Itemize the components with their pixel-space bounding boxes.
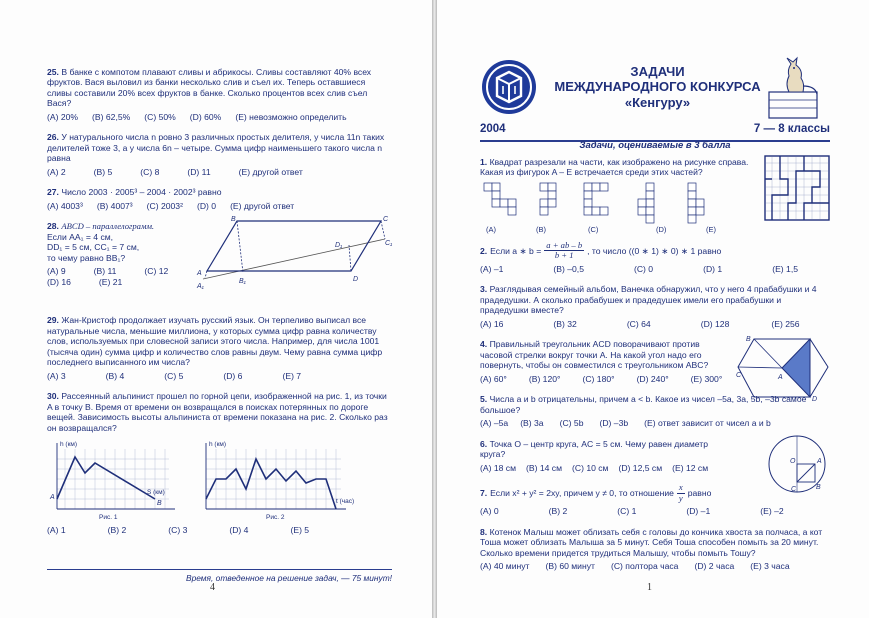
altitude-graphs: [47, 437, 392, 523]
problem-number: 27.: [47, 187, 59, 198]
option-c: (C) 50%: [144, 111, 176, 122]
fraction-denominator: b + 1: [554, 250, 574, 261]
option-c: (C) 1: [617, 506, 637, 517]
graph-time-figure: [196, 437, 366, 523]
option-d: (D) 6: [223, 370, 243, 381]
label-a: A: [197, 270, 202, 278]
answer-options: [47, 201, 392, 211]
option-e: (E) 7: [282, 370, 302, 381]
graph1-point-a: A: [50, 494, 55, 502]
option-d: (D) –3b: [599, 418, 629, 429]
option-b: (B) 62,5%: [92, 111, 131, 122]
problem-text: Рассеянный альпинист прошел по горной цепи, изображенной на рис. 1, из точки A в точку B. Время от времени он возвращался в поисках потерянных по дороге вещей. Зависимость высоты альпиниста от времени показана на рис. 2. Сколько раз он возвращался?: [47, 391, 388, 433]
problem-7: [480, 483, 830, 516]
problem-2: [480, 241, 830, 274]
left-problems: [47, 67, 392, 546]
option-b: (B) 120°: [528, 373, 561, 384]
option-c: (C) 180°: [582, 373, 615, 384]
answer-options: [47, 525, 392, 535]
option-c: (C) 5: [164, 370, 184, 381]
problem-text: Котенок Малыш может облизать себя с головы до кончика хвоста за полчаса, а кот Тоша может облизать Малыша за 5 минут. Себя Тоша способен помыть за 20 минут. Сколько времени придется трудиться Малышу, чтобы помыть Тошу?: [480, 526, 823, 558]
option-e: (E) ответ зависит от чисел a и b: [644, 418, 771, 429]
fraction-numerator: x: [678, 482, 683, 493]
option-d: (D) 11: [187, 166, 211, 177]
option-b: (B) 4007³: [96, 200, 133, 211]
shape-d: [638, 183, 654, 223]
option-a: (A) –5a: [480, 418, 509, 429]
shape-a: [484, 183, 516, 215]
option-b: (B) 5: [93, 166, 113, 177]
page-number: 1: [647, 582, 652, 593]
problem-text-pre: Если x² + y² = 2xy, причем y ≠ 0, то отношение: [490, 487, 674, 498]
shape-b: [540, 183, 556, 215]
option-e: (E) 1,5: [772, 263, 798, 274]
answer-options: [480, 319, 830, 329]
problem-26: [47, 132, 392, 177]
option-b: (B) –0,5: [553, 263, 584, 274]
label-b: B: [231, 216, 236, 224]
option-a: (A) 3: [47, 370, 66, 381]
fraction-denominator: y: [678, 492, 683, 503]
title-line: «Кенгуру»: [624, 94, 691, 110]
shape-label-c: (C): [588, 225, 599, 234]
problem-number: 4.: [480, 339, 488, 350]
label-c: C: [383, 216, 389, 224]
problem-text: В банке с компотом плавают сливы и абрикосы. Сливы составляют 40% всех фруктов. Вася выловил из банки несколько слив и съел их. Теперь оставшиеся сливы составили 20% всех фруктов в банке. Сколько процентов всех слив съел Вася?: [47, 67, 372, 109]
problem-27: [47, 187, 392, 211]
option-d: (D) 2 часа: [694, 561, 735, 572]
triangles-figure: [734, 335, 830, 401]
answer-options: [480, 561, 830, 571]
problem-25: [47, 67, 392, 122]
option-b: (B) 2: [548, 506, 568, 517]
option-b: (B) 60 минут: [545, 561, 595, 572]
option-c: (C) 3: [168, 525, 188, 536]
option-c: (C) 2003²: [146, 200, 183, 211]
option-d: (D) 1: [703, 263, 723, 274]
problem-text-line: ABCD – параллелограмм.: [61, 221, 155, 232]
contest-title: [545, 64, 770, 110]
option-e: (E) –2: [760, 506, 784, 517]
page-number: 4: [210, 582, 215, 593]
label-d1: D₁: [335, 242, 343, 250]
answer-options: [47, 371, 392, 381]
option-d: (D) 4: [229, 525, 249, 536]
label-d: D: [353, 276, 359, 284]
graph-route-figure: [47, 437, 182, 523]
fraction-numerator: a + ab – b: [546, 240, 583, 250]
graph1-xlabel: S (км): [147, 489, 165, 497]
kangaroo-illustration: [763, 56, 823, 120]
problem-text: Числа a и b отрицательны, причем a < b. Какое из чисел –5a, 3a, 5b, –3b самое большое?: [480, 394, 807, 415]
section-header: Задачи, оцениваемые в 3 балла: [579, 140, 731, 151]
answer-options: [480, 506, 830, 516]
parallelogram-figure: [195, 215, 395, 297]
option-a: (A) 20%: [47, 111, 79, 122]
option-a: (A) 2: [47, 166, 66, 177]
option-c: (C) 10 см: [572, 462, 609, 473]
option-d: (D) 60%: [189, 111, 222, 122]
year: 2004: [480, 123, 506, 135]
shape-label-a: (A): [486, 225, 496, 234]
shape-e: [688, 183, 704, 223]
problem-text: Точка O – центр круга, AC = 5 см. Чему равен диаметр круга?: [480, 438, 708, 460]
option-d: (D) 240°: [636, 373, 669, 384]
label-b: B: [746, 336, 751, 344]
option-c: (C) 8: [140, 166, 160, 177]
graph1-point-b: B: [157, 500, 162, 508]
problem-number: 26.: [47, 132, 59, 143]
title-line: ЗАДАЧИ: [630, 64, 685, 79]
grades: 7 — 8 классы: [753, 123, 830, 135]
option-a: (A) 60°: [480, 373, 507, 384]
option-e: (E) другой ответ: [238, 166, 303, 177]
time-limit-note: Время, отведенное на решение задач, — 75 минут!: [47, 569, 392, 583]
option-a: (A) –1: [480, 263, 504, 274]
problem-text-line: то чему равно BB₁?: [47, 252, 126, 263]
label-c: C: [736, 372, 742, 380]
answer-options: [47, 167, 392, 177]
problem-number: 5.: [480, 394, 488, 405]
option-e: (E) невозможно определить: [235, 111, 347, 122]
option-c: (C) 12: [144, 266, 169, 277]
answer-options: [480, 264, 830, 274]
right-page: [437, 0, 869, 618]
problem-text-post: равно: [687, 487, 712, 498]
problem-number: 8.: [480, 526, 488, 537]
problem-text: Число 2003 · 2005³ – 2004 · 2002³ равно: [61, 187, 222, 198]
kangaroo-contest-logo: [480, 58, 538, 116]
problem-number: 2.: [480, 245, 488, 256]
problem-4: [480, 336, 830, 402]
option-a: (A) 40 минут: [480, 561, 530, 572]
problem-text: Правильный треугольник ACD поворачивают против часовой стрелки вокруг точки A. На какой угол надо его повернуть, чтобы он совместился с треугольником ABC?: [480, 339, 709, 371]
problem-8: [480, 527, 830, 572]
option-b: (B) 11: [93, 266, 117, 277]
label-d: D: [812, 396, 818, 402]
problem-text: У натурального числа n ровно 3 различных простых делителя, у числа 11n таких делителей тоже 3, а у числа 6n – четыре. Сумма цифр наименьшего такого числа n равна: [47, 132, 385, 164]
label-b1: B₁: [239, 278, 246, 286]
problem-30: [47, 391, 392, 535]
cut-square-figure: [764, 155, 830, 221]
graph1-ylabel: h (км): [60, 441, 78, 449]
option-d: (D) 16: [47, 276, 71, 287]
option-b: (B) 14 см: [526, 462, 562, 473]
option-e: (E) 21: [98, 276, 123, 287]
left-page: [0, 0, 432, 618]
shape-label-e: (E): [706, 225, 716, 234]
problem-text-pre: Если a ∗ b =: [490, 245, 542, 256]
option-e: (E) 5: [290, 525, 310, 536]
option-e: (E) 300°: [690, 373, 723, 384]
option-a: (A) 4003³: [47, 200, 83, 211]
option-c: (C) полтора часа: [610, 561, 679, 572]
fraction: [544, 241, 584, 261]
problem-number: 3.: [480, 284, 488, 295]
problem-1: [480, 157, 830, 235]
option-e: (E) 12 см: [672, 462, 709, 473]
option-e: (E) 3 часа: [750, 561, 790, 572]
problem-text-line: DD₁ = 5 см, CC₁ = 7 см,: [47, 242, 140, 253]
option-b: (B) 4: [105, 370, 125, 381]
shape-c: [584, 183, 608, 215]
shape-label-b: (B): [536, 225, 546, 234]
label-c: C: [791, 485, 797, 493]
option-c: (C) 5b: [559, 418, 584, 429]
option-a: (A) 18 см: [480, 462, 516, 473]
label-a: A: [817, 457, 822, 465]
option-b: (B) 32: [553, 318, 577, 329]
fraction: [677, 483, 685, 503]
problem-28: [47, 216, 393, 305]
right-problems: [480, 157, 830, 582]
label-c1: C₁: [385, 240, 393, 248]
label-o: O: [790, 457, 796, 465]
answer-options: [47, 266, 197, 287]
problem-number: 29.: [47, 315, 59, 326]
problem-number: 1.: [480, 157, 488, 167]
problem-number: 25.: [47, 67, 59, 77]
graph2-caption: Рис. 2: [266, 514, 285, 522]
problem-number: 30.: [47, 391, 59, 402]
problem-text-line: Если AA₁ = 4 см,: [47, 231, 114, 242]
problem-number: 6.: [480, 438, 488, 449]
option-a: (A) 1: [47, 525, 66, 536]
problem-5: [480, 394, 830, 428]
graph2-ylabel: h (км): [209, 441, 227, 449]
problem-text: Жан-Кристоф продолжает изучать русский язык. Он терпеливо выписал все натуральные числа, меньшие миллиона, у которых сумма цифр равна количеству слов, используемых при словесной записи этого числа. Например, для числа 1001 (тысяча один) сумма цифр и количество слов равны двум. Чему равна сумма цифр последнего выписанного им числа?: [47, 315, 383, 368]
option-d: (D) –1: [686, 506, 711, 517]
option-e: (E) другой ответ: [230, 200, 295, 211]
graph2-xlabel: t (час): [336, 498, 355, 506]
graph1-caption: Рис. 1: [99, 514, 118, 522]
title-line: МЕЖДУНАРОДНОГО КОНКУРСА: [554, 79, 761, 95]
problem-text: Разглядывая семейный альбом, Ванечка обнаружил, что у него 4 прабабушки и 4 прадедушки. А сколько прабабушек и прадедушек имели его прабабушки и прадедушки вместе?: [480, 284, 817, 316]
shape-options-figure: [480, 179, 745, 235]
option-b: (B) 2: [107, 525, 127, 536]
label-a: A: [778, 374, 783, 382]
problem-number: 7.: [480, 487, 488, 498]
problem-number: 28.: [47, 221, 59, 232]
option-d: (D) 128: [700, 318, 730, 329]
label-b: B: [816, 483, 821, 491]
option-e: (E) 256: [771, 318, 800, 329]
problem-29: [47, 315, 392, 381]
option-c: (C) 64: [626, 318, 651, 329]
year-grade-line: [480, 122, 830, 142]
option-a: (A) 16: [480, 318, 504, 329]
option-a: (A) 9: [47, 266, 66, 277]
option-d: (D) 12,5 см: [618, 462, 663, 473]
label-a1: A₁: [197, 283, 204, 291]
shape-label-d: (D): [656, 225, 667, 234]
problem-text: Квадрат разрезали на части, как изображено на рисунке справа. Какая из фигурок A – E встречается среди этих частей?: [480, 157, 749, 178]
answer-options: [47, 112, 392, 122]
problem-text-post: , то число ((0 ∗ 1) ∗ 0) ∗ 1 равно: [587, 245, 722, 256]
option-c: (C) 0: [633, 263, 654, 274]
option-a: (A) 0: [480, 506, 499, 517]
option-d: (D) 0: [196, 200, 217, 211]
problem-3: [480, 284, 830, 329]
answer-options: [480, 418, 830, 428]
option-b: (B) 3a: [520, 418, 544, 429]
